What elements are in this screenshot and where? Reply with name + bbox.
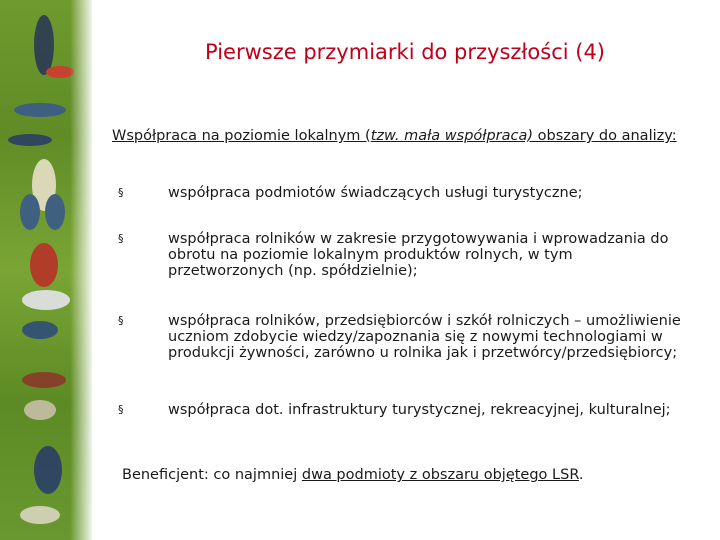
intro-italic: tzw. mała współpraca) bbox=[370, 128, 534, 144]
slide-title: Pierwsze przymiarki do przyszłości (4) bbox=[205, 40, 605, 64]
bullet-marker: § bbox=[118, 403, 124, 416]
closing-text bbox=[122, 466, 712, 484]
intro-underlined bbox=[112, 128, 677, 144]
closing-part1: Beneficjent: co najmniej bbox=[122, 467, 302, 483]
bullet-text: współpraca podmiotów świadczących usługi turystyczne; bbox=[168, 185, 583, 201]
bullet-marker: § bbox=[118, 232, 124, 245]
closing-underlined: dwa podmioty z obszaru objętego LSR bbox=[301, 467, 579, 483]
closing-part2: . bbox=[578, 467, 584, 483]
intro-part2: obszary do analizy: bbox=[533, 128, 677, 144]
bullet-marker: § bbox=[118, 186, 124, 199]
intro-text bbox=[112, 128, 702, 144]
intro-part1: Współpraca na poziomie lokalnym ( bbox=[112, 128, 371, 144]
bullet-marker: § bbox=[118, 314, 124, 327]
bullet-text: współpraca dot. infrastruktury turystycznej, rekreacyjnej, kulturalnej; bbox=[168, 402, 671, 418]
decorative-grass-strip bbox=[0, 0, 92, 540]
grass-fade bbox=[70, 0, 92, 540]
bullet-text: współpraca rolników, przedsiębiorców i szkół rolniczych – umożliwienie uczniom zdobycie wiedzy/zapoznania się z nowymi technologiami w produkcji żywności, zarówno u rolnika jak i przetwórcy/przedsiębiorcy; bbox=[168, 313, 681, 361]
bullet-text: współpraca rolników w zakresie przygotowywania i wprowadzania do obrotu na poziomie lokalnym produktów rolnych, w tym przetworzonych (np. spółdzielnie); bbox=[168, 231, 669, 279]
